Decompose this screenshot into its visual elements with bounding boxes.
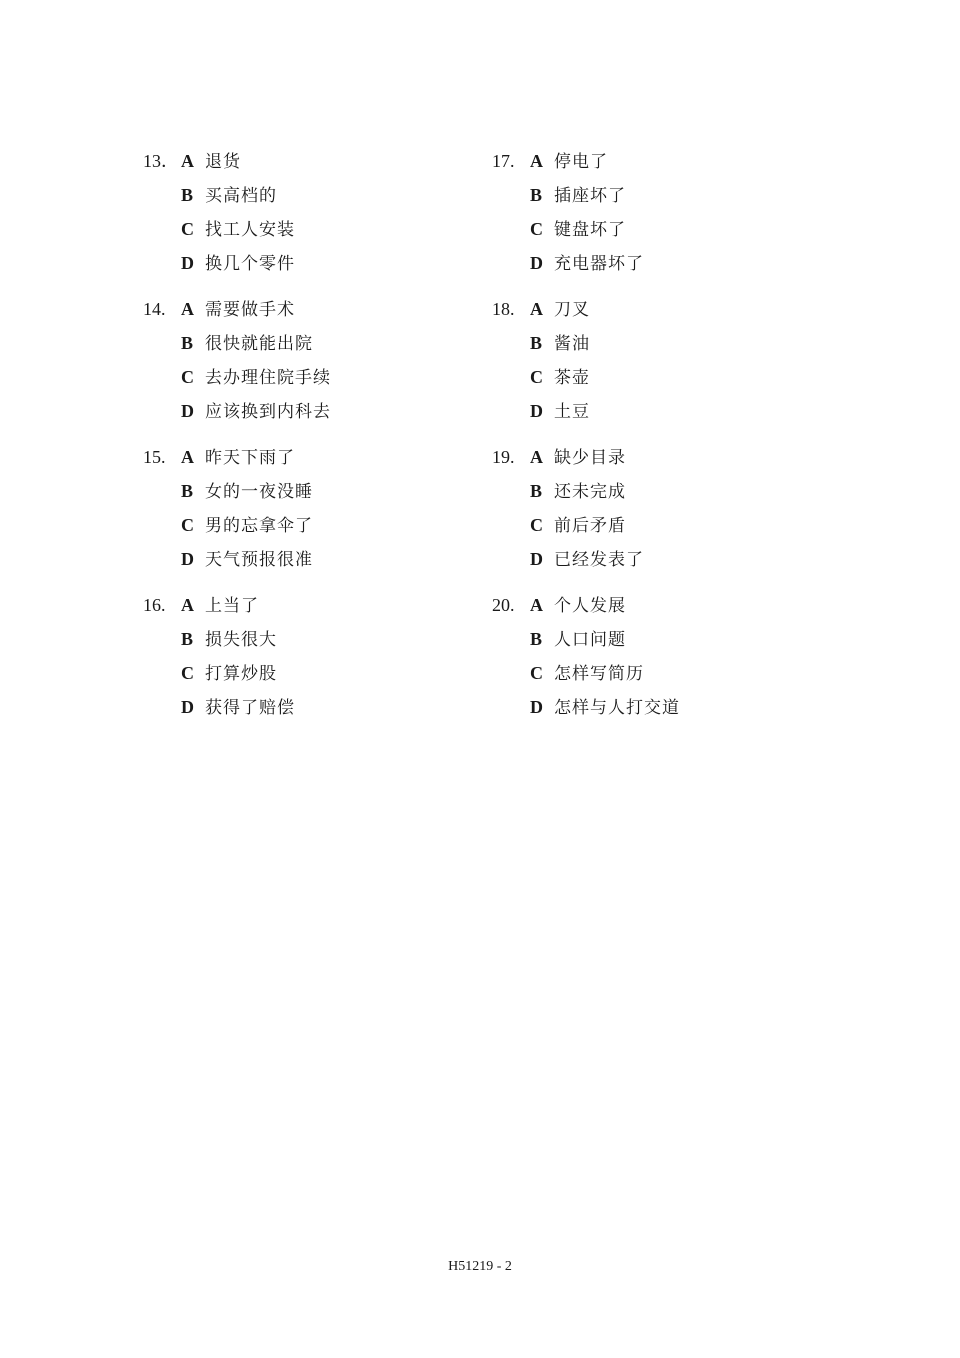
option-text: 应该换到内科去 bbox=[205, 402, 331, 422]
option-text: 缺少目录 bbox=[554, 448, 626, 468]
answer-option bbox=[181, 480, 313, 502]
option-letter: C bbox=[181, 663, 194, 683]
option-text: 找工人安装 bbox=[205, 220, 295, 240]
option-text: 损失很大 bbox=[205, 630, 277, 650]
question-item bbox=[143, 298, 473, 438]
option-text: 买高档的 bbox=[205, 186, 277, 206]
option-text: 怎样写简历 bbox=[554, 664, 644, 684]
answer-option bbox=[181, 298, 295, 320]
option-letter: A bbox=[530, 595, 543, 615]
answer-option bbox=[530, 218, 626, 240]
option-letter: B bbox=[181, 629, 194, 649]
question-item bbox=[492, 150, 822, 290]
option-letter: D bbox=[181, 253, 194, 273]
option-text: 退货 bbox=[205, 152, 241, 172]
option-letter: B bbox=[530, 333, 543, 353]
option-letter: B bbox=[181, 185, 194, 205]
option-text: 女的一夜没睡 bbox=[205, 482, 313, 502]
option-letter: D bbox=[181, 549, 194, 569]
option-letter: A bbox=[530, 151, 543, 171]
answer-option bbox=[530, 662, 644, 684]
answer-option bbox=[530, 252, 644, 274]
answer-option bbox=[181, 218, 295, 240]
answer-option bbox=[181, 446, 295, 468]
option-text: 需要做手术 bbox=[205, 300, 295, 320]
option-text: 很快就能出院 bbox=[205, 334, 313, 354]
answer-option bbox=[181, 696, 295, 718]
option-text: 获得了赔偿 bbox=[205, 698, 295, 718]
option-text: 上当了 bbox=[205, 596, 259, 616]
option-text: 去办理住院手续 bbox=[205, 368, 331, 388]
answer-option bbox=[181, 514, 313, 536]
question-item bbox=[492, 298, 822, 438]
option-text: 个人发展 bbox=[554, 596, 626, 616]
option-text: 土豆 bbox=[554, 402, 590, 422]
answer-option bbox=[181, 366, 331, 388]
question-number: 19. bbox=[492, 447, 515, 467]
option-letter: A bbox=[181, 595, 194, 615]
answer-option bbox=[181, 548, 313, 570]
option-letter: C bbox=[181, 219, 194, 239]
question-number: 17. bbox=[492, 151, 515, 171]
answer-option bbox=[530, 446, 626, 468]
option-text: 打算炒股 bbox=[205, 664, 277, 684]
option-letter: A bbox=[530, 299, 543, 319]
option-text: 茶壶 bbox=[554, 368, 590, 388]
option-letter: D bbox=[530, 697, 543, 717]
option-text: 怎样与人打交道 bbox=[554, 698, 680, 718]
question-item bbox=[492, 594, 822, 734]
option-letter: C bbox=[181, 515, 194, 535]
option-text: 前后矛盾 bbox=[554, 516, 626, 536]
answer-option bbox=[181, 662, 277, 684]
option-letter: B bbox=[181, 333, 194, 353]
option-text: 人口问题 bbox=[554, 630, 626, 650]
answer-option bbox=[181, 594, 259, 616]
option-text: 昨天下雨了 bbox=[205, 448, 295, 468]
option-letter: A bbox=[181, 151, 194, 171]
option-text: 充电器坏了 bbox=[554, 254, 644, 274]
option-letter: C bbox=[530, 663, 543, 683]
option-text: 男的忘拿伞了 bbox=[205, 516, 313, 536]
option-text: 停电了 bbox=[554, 152, 608, 172]
option-letter: D bbox=[530, 549, 543, 569]
answer-option bbox=[530, 696, 680, 718]
answer-option bbox=[181, 252, 295, 274]
option-letter: B bbox=[530, 185, 543, 205]
answer-option bbox=[530, 628, 626, 650]
option-letter: B bbox=[530, 481, 543, 501]
option-text: 酱油 bbox=[554, 334, 590, 354]
question-number: 16. bbox=[143, 595, 166, 615]
question-number: 20. bbox=[492, 595, 515, 615]
option-letter: D bbox=[530, 253, 543, 273]
option-letter: C bbox=[181, 367, 194, 387]
question-item bbox=[143, 594, 473, 734]
page-footer: H51219 - 2 bbox=[448, 1259, 512, 1274]
option-letter: D bbox=[530, 401, 543, 421]
option-text: 刀叉 bbox=[554, 300, 590, 320]
option-text: 换几个零件 bbox=[205, 254, 295, 274]
answer-option bbox=[530, 400, 590, 422]
option-letter: A bbox=[181, 447, 194, 467]
answer-option bbox=[530, 150, 608, 172]
question-item bbox=[143, 150, 473, 290]
answer-option bbox=[181, 400, 331, 422]
answer-option bbox=[530, 514, 626, 536]
question-number: 13． bbox=[143, 151, 179, 171]
option-text: 已经发表了 bbox=[554, 550, 644, 570]
option-letter: C bbox=[530, 515, 543, 535]
question-number: 18. bbox=[492, 299, 515, 319]
question-number: 14. bbox=[143, 299, 166, 319]
question-number: 15. bbox=[143, 447, 166, 467]
answer-option bbox=[181, 332, 313, 354]
option-text: 键盘坏了 bbox=[554, 220, 626, 240]
option-letter: A bbox=[530, 447, 543, 467]
answer-option bbox=[530, 184, 626, 206]
option-text: 还未完成 bbox=[554, 482, 626, 502]
option-letter: C bbox=[530, 367, 543, 387]
option-text: 插座坏了 bbox=[554, 186, 626, 206]
answer-option bbox=[530, 298, 590, 320]
question-item bbox=[143, 446, 473, 586]
answer-option bbox=[181, 184, 277, 206]
option-letter: C bbox=[530, 219, 543, 239]
answer-option bbox=[530, 332, 590, 354]
option-letter: D bbox=[181, 401, 194, 421]
answer-option bbox=[530, 594, 626, 616]
answer-option bbox=[181, 150, 241, 172]
option-letter: B bbox=[530, 629, 543, 649]
answer-option bbox=[530, 548, 644, 570]
option-letter: A bbox=[181, 299, 194, 319]
question-item bbox=[492, 446, 822, 586]
answer-option bbox=[181, 628, 277, 650]
option-letter: B bbox=[181, 481, 194, 501]
answer-option bbox=[530, 366, 590, 388]
answer-option bbox=[530, 480, 626, 502]
option-letter: D bbox=[181, 697, 194, 717]
option-text: 天气预报很准 bbox=[205, 550, 313, 570]
